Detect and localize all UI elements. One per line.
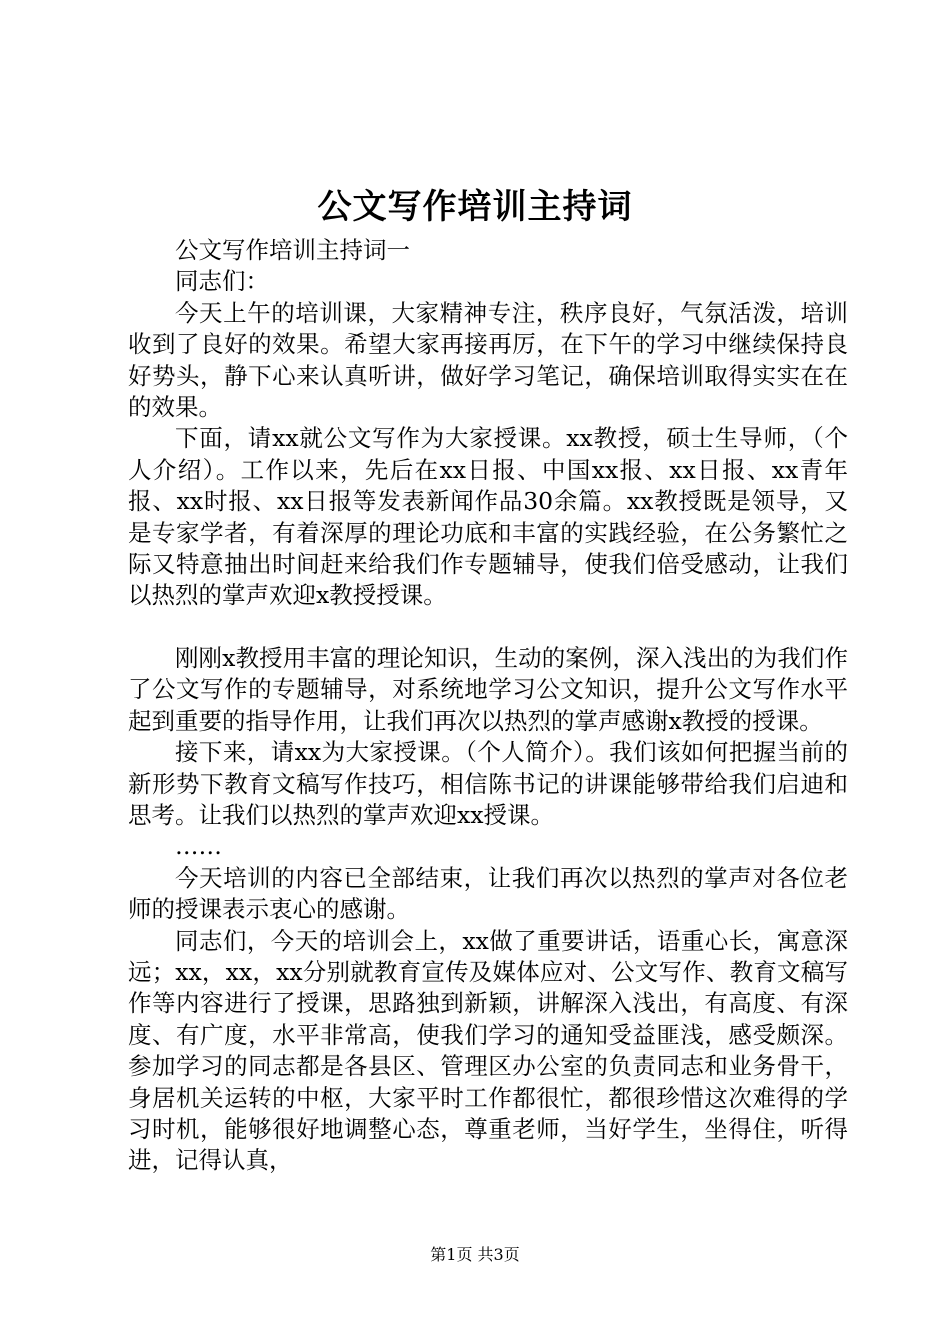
document-body [128, 235, 848, 1177]
body-paragraph: 今天上午的培训课，大家精神专注，秩序良好，气氛活泼，培训收到了良好的效果。希望大家再接再厉，在下午的学习中继续保持良好势头，静下心来认真听讲，做好学习笔记，确保培训取得实实在在的效果。 [128, 298, 848, 422]
subtitle-paragraph: 公文写作培训主持词一 [175, 236, 410, 264]
salutation-paragraph: 同志们： [175, 267, 269, 296]
body-paragraph: 接下来，请xx为大家授课。（个人简介）。我们该如何把握当前的新形势下教育文稿写作技巧，相信陈书记的讲课能够带给我们启迪和思考。让我们以热烈的掌声欢迎xx授课。 [128, 738, 848, 829]
body-paragraph: 下面，请xx就公文写作为大家授课。xx教授，硕士生导师，（个人介绍）。工作以来，先后在xx日报、中国xx报、xx日报、xx青年报、xx时报、xx日报等发表新闻作品30余篇。xx教授既是领导，又是专家学者，有着深厚的理论功底和丰富的实践经验，在公务繁忙之际又特意抽出时间赶来给我们作专题辅导，使我们倍受感动，让我们以热烈的掌声欢迎x教授授课。 [128, 424, 848, 610]
ellipsis-paragraph: …… [175, 832, 222, 861]
body-paragraph: 刚刚x教授用丰富的理论知识，生动的案例，深入浅出的为我们作了公文写作的专题辅导，对系统地学习公文知识，提升公文写作水平起到重要的指导作用，让我们再次以热烈的掌声感谢x教授的授课。 [128, 643, 848, 735]
page-number-footer: 第1页 共3页 [430, 1245, 520, 1264]
body-paragraph: 今天培训的内容已全部结束，让我们再次以热烈的掌声对各位老师的授课表示衷心的感谢。 [128, 863, 848, 924]
body-paragraph: 同志们，今天的培训会上，xx做了重要讲话，语重心长，寓意深远；xx，xx，xx分别就教育宣传及媒体应对、公文写作、教育文稿写作等内容进行了授课，思路独到新颖，讲解深入浅出，有高度、有深度、有广度，水平非常高，使我们学习的通知受益匪浅，感受颇深。参加学习的同志都是各县区、管理区办公室的负责同志和业务骨干，身居机关运转的中枢，大家平时工作都很忙，都很珍惜这次难得的学习时机，能够很好地调整心态，尊重老师，当好学生，坐得住，听得进，记得认真， [128, 926, 848, 1175]
document-title: 公文写作培训主持词 [317, 187, 633, 227]
